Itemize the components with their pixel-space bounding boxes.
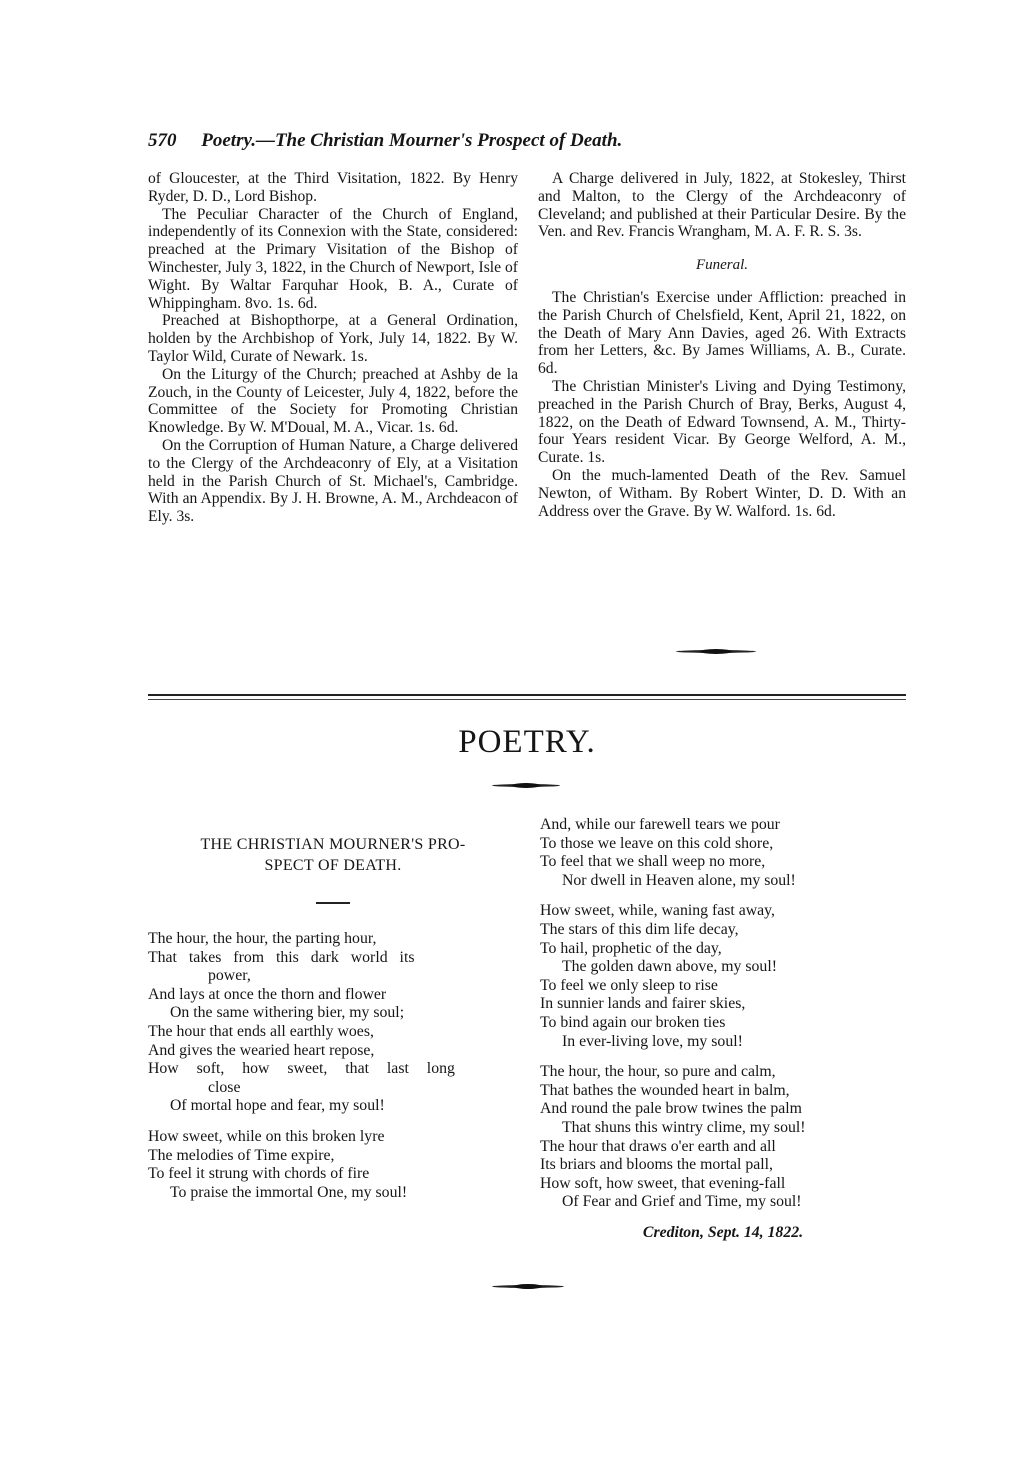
poem-title-line: THE CHRISTIAN MOURNER'S PRO- bbox=[200, 836, 466, 853]
notice-entry: A Charge delivered in July, 1822, at Stokesley, Thirst and Malton, to the Clergy of the Archdeaconry of Cleveland; and published at their Particular Desire. By the Ven. and Rev. Francis Wrangham, M. A. F. R. S. 3s. bbox=[538, 170, 906, 241]
verse-line: And lays at once the thorn and flower bbox=[148, 985, 387, 1003]
verse-line: How sweet, while on this broken lyre bbox=[148, 1127, 385, 1145]
notice-entry: On the much-lamented Death of the Rev. Samuel Newton, of Witham. By Robert Winter, D. D. With an Address over the Grave. By W. Walford. 1s. 6d. bbox=[538, 466, 906, 520]
page-number: 570 bbox=[148, 130, 177, 151]
verse-line: The hour, the hour, the parting hour, bbox=[148, 930, 377, 947]
section-title: POETRY. bbox=[458, 724, 596, 760]
section-rule-thin bbox=[148, 699, 906, 700]
verse-line: To praise the immortal One, my soul! bbox=[170, 1183, 408, 1201]
notice-entry: The Peculiar Character of the Church of England, independently of its Connexion with the State, considered: preached at the Primary Visitation of the Bishop of Winchester, July 3, 1822, in the Church of Newport, Isle of Wight. By Waltar Farquhar Hook, B. A., Curate of Whippingham. 8vo. 1s. 6d. bbox=[148, 205, 518, 312]
verse-line: To feel it strung with chords of fire bbox=[148, 1165, 370, 1183]
notice-entry: On the Liturgy of the Church; preached at Ashby de la Zouch, in the County of Leicester, July 4, 1822, before the Committee of the Society for Promoting Christian Knowledge. By W. M'Doual, M. A., Vicar. 1s. 6d. bbox=[148, 365, 518, 437]
short-rule bbox=[316, 902, 350, 904]
verse-line: To hail, prophetic of the day, bbox=[540, 939, 722, 957]
verse-line: And, while our farewell tears we pour bbox=[540, 816, 780, 833]
stanza bbox=[540, 1063, 906, 1212]
verse-line: In ever-living love, my soul! bbox=[562, 1032, 743, 1050]
notice-entry: The Christian's Exercise under Affliction: preached in the Parish Church of Chelsfield, Kent, April 21, 1822, on the Death of Mary Ann Davies, aged 26. With Extracts from her Letters, &c. By James Williams, A. B., Curate. 6d. bbox=[538, 288, 906, 378]
stanza bbox=[148, 1128, 520, 1202]
verse-line: And round the pale brow twines the palm bbox=[540, 1100, 802, 1118]
notice-entry: of Gloucester, at the Third Visitation, 1822. By Henry Ryder, D. D., Lord Bishop. bbox=[148, 170, 518, 205]
left-column-notices bbox=[148, 170, 518, 526]
verse-line: In sunnier lands and fairer skies, bbox=[540, 995, 746, 1013]
verse-line: close bbox=[208, 1078, 241, 1096]
notice-entry: On the Corruption of Human Nature, a Charge delivered to the Clergy of the Archdeaconry of Ely, at a Visitation held in the Parish Church of St. Michael's, Cambridge. With an Appendix. By J. H. Browne, A. M., Archdeacon of Ely. 3s. bbox=[148, 436, 518, 526]
verse-line: How sweet, while, waning fast away, bbox=[540, 902, 775, 920]
section-heading-funeral: Funeral. bbox=[695, 257, 749, 274]
verse-line: That shuns this wintry clime, my soul! bbox=[562, 1118, 806, 1136]
verse-line: How soft, how sweet, that last long bbox=[148, 1060, 455, 1078]
ornament-divider bbox=[492, 784, 560, 787]
section-rule bbox=[148, 694, 906, 696]
stanza bbox=[540, 902, 906, 1051]
verse-line: That bathes the wounded heart in balm, bbox=[540, 1081, 790, 1099]
verse-line: To feel we only sleep to rise bbox=[540, 976, 718, 994]
poem-title-line: SPECT OF DEATH. bbox=[264, 857, 402, 874]
verse-line: To bind again our broken ties bbox=[540, 1013, 726, 1031]
notice-entry: The Christian Minister's Living and Dying Testimony, preached in the Parish Church of Bray, Berks, August 4, 1822, on the Death of Edward Townsend, A. M., Thirty-four Years resident Vicar. By George Welford, A. M., Curate. 1s. bbox=[538, 377, 906, 467]
running-title: Poetry.—The Christian Mourner's Prospect of Death. bbox=[201, 130, 623, 151]
running-head bbox=[148, 130, 888, 156]
notice-entry: Preached at Bishopthorpe, at a General Ordination, holden by the Archbishop of York, July 14, 1822. By W. Taylor Wild, Curate of Newark. 1s. bbox=[148, 312, 518, 365]
verse-line: Its briars and blooms the mortal pall, bbox=[540, 1156, 773, 1174]
poem-right-column bbox=[540, 816, 906, 1242]
poem-title bbox=[148, 834, 518, 876]
right-column-notices bbox=[538, 170, 906, 520]
place-date: Crediton, Sept. 14, 1822. bbox=[642, 1223, 804, 1241]
verse-line: That takes from this dark world its bbox=[148, 948, 415, 966]
verse-line: power, bbox=[208, 967, 251, 985]
verse-line: The stars of this dim life decay, bbox=[540, 920, 739, 938]
ornament-divider bbox=[676, 650, 756, 653]
stanza bbox=[540, 816, 906, 890]
verse-line: The melodies of Time expire, bbox=[148, 1146, 335, 1164]
verse-line: The hour that draws o'er earth and all bbox=[540, 1137, 776, 1155]
ornament-divider bbox=[492, 1285, 564, 1288]
verse-line: To feel that we shall weep no more, bbox=[540, 853, 766, 871]
verse-line: The golden dawn above, my soul! bbox=[562, 958, 777, 976]
verse-line: The hour that ends all earthly woes, bbox=[148, 1022, 374, 1040]
verse-line: To those we leave on this cold shore, bbox=[540, 834, 774, 852]
verse-line: Of mortal hope and fear, my soul! bbox=[170, 1097, 385, 1115]
poem-left-column bbox=[148, 930, 520, 1214]
stanza bbox=[148, 930, 520, 1116]
verse-line: And gives the wearied heart repose, bbox=[148, 1041, 375, 1059]
verse-line: Of Fear and Grief and Time, my soul! bbox=[562, 1193, 802, 1211]
verse-line: On the same withering bier, my soul; bbox=[170, 1004, 405, 1022]
verse-line: Nor dwell in Heaven alone, my soul! bbox=[562, 871, 796, 889]
verse-line: The hour, the hour, so pure and calm, bbox=[540, 1063, 776, 1081]
verse-line: How soft, how sweet, that evening-fall bbox=[540, 1174, 786, 1192]
